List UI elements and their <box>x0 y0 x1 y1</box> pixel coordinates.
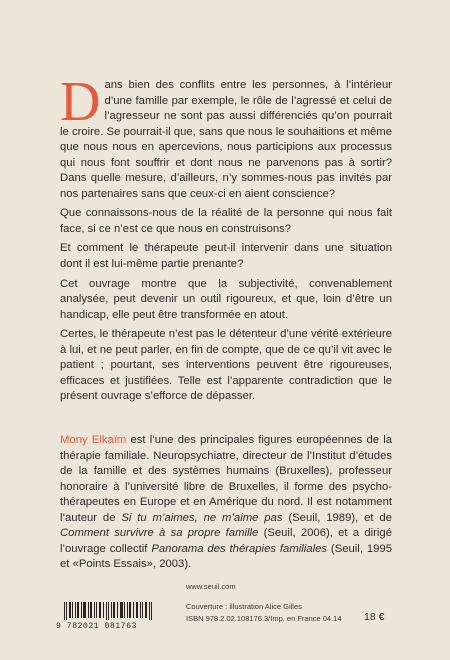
bio-text: (Seuil, 2006), et a dirigé l’ouvrage collectif <box>60 527 392 555</box>
author-name: Mony Elkaïm <box>60 434 127 446</box>
synopsis-first-text: ans bien des conflits entre les personnes, à l’intérieur d’une famille par exemple, le rôle de l’agressé et celui de l’agresseur ne sont pas aussi différenciés qu’on pourrait le croire. Se pourrait-il que, sans que nous le souhaitions et même que nous nous en apercevions, nous participions aux processus qui nous font souffrir et dont nous ne parvenons pas à sortir? Dans quelle mesure, d’ailleurs, n’y sommes-nous pas invités par nos partenaires sans que ceux-ci en aient conscience? <box>60 79 392 200</box>
bio-text: (Seuil, 1989), et de <box>282 511 392 524</box>
credits-block <box>186 601 342 625</box>
book-title: Panorama des thérapies familiales <box>151 542 328 555</box>
synopsis-paragraph: Que connaissons-nous de la réalité de la personne qui nous fait face, si ce n’est ce que nous en construisons? <box>60 207 392 235</box>
bio-text: (Seuil, 1995 et «Points Essais», 2003). <box>60 542 393 571</box>
synopsis-paragraph: Et comment le thérapeute peut-il intervenir dans une situation dont il est lui-même partie prenante? <box>60 242 392 271</box>
cover-credit: Couverture : illustration Alice Gilles <box>186 602 302 611</box>
drop-cap: D <box>60 71 101 133</box>
barcode-number: 9 782021 081763 <box>56 622 138 631</box>
bio-text: est l’une des principales figures européennes de la thérapie familiale. Neuropsychiatre, directeur de l’Institut d’études de la famille et des systèmes humains (Bruxelles), professeur honoraire à l’université libre de Bruxelles, il forme des psycho-thérapeutes en Europe et en Amérique du nord. Il est notamment l’auteur de <box>60 434 392 524</box>
book-title: Si tu m’aimes, ne m’aime pas <box>121 511 283 524</box>
publisher-website: www.seuil.com <box>186 582 236 591</box>
price: 18 € <box>364 611 385 623</box>
book-title: Comment survivre à sa propre famille <box>60 527 259 540</box>
isbn-line: ISBN 978.2.02.108176.3/Imp. en France 04.14 <box>186 614 342 623</box>
author-bio <box>60 433 392 573</box>
synopsis-paragraph <box>60 71 392 202</box>
synopsis <box>60 71 392 409</box>
synopsis-paragraph: Cet ouvrage montre que la subjectivité, convenablement analysée, peut devenir un outil rigoureux, et que, loin d’être un handicap, elle peut être transformée en atout. <box>60 277 392 321</box>
synopsis-paragraph: Certes, le thérapeute n’est pas le détenteur d’une vérité extérieure à lui, et ne peut parler, en fin de compte, que de ce qu’il vit avec le patient ; pourtant, ses interventions peuvent être rigoureuses, efficaces et justifiées. Telle est l’apparente contradiction que le présent ouvrage s’efforce de dépasser. <box>60 328 392 403</box>
